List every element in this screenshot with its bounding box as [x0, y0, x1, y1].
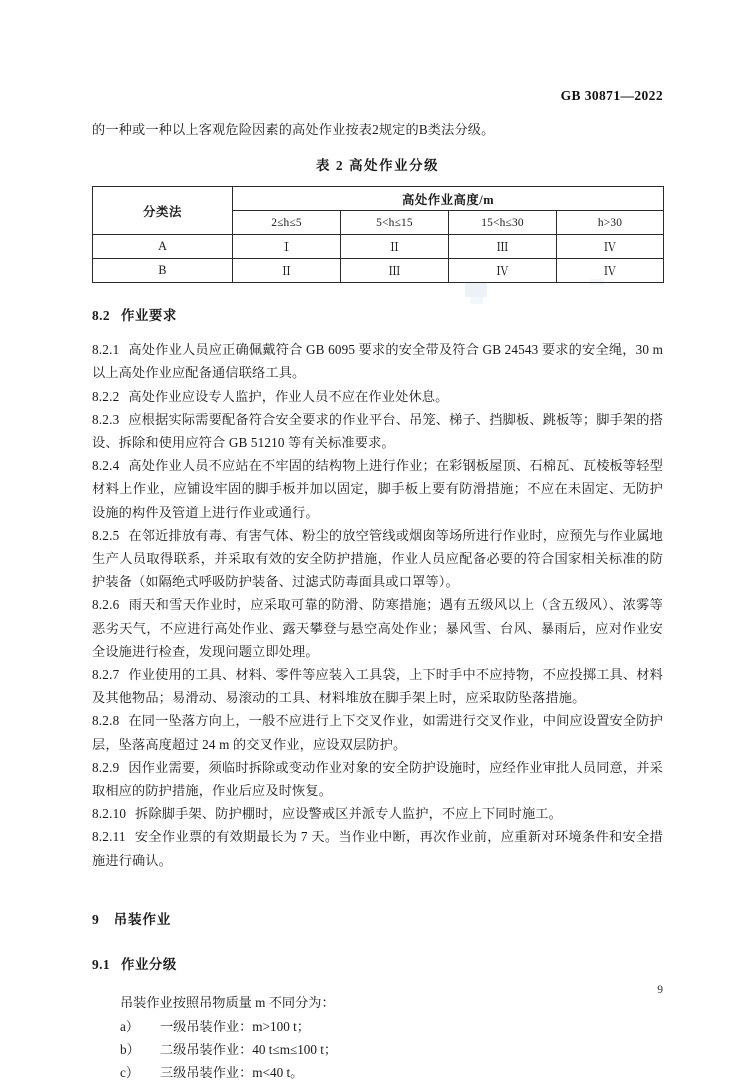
table-cell-grade: Ⅳ: [557, 259, 664, 283]
table-2-block: [92, 155, 663, 283]
table-row: [93, 235, 664, 259]
clause-paragraph: [92, 338, 663, 384]
section-9-1-heading: [92, 954, 663, 973]
table-header-range-3: 15<h≤30: [449, 211, 557, 235]
page-content-column: [92, 118, 663, 1084]
table-header-range-4: h>30: [557, 211, 664, 235]
list-item: [120, 1015, 663, 1038]
table-header-height-group: 高处作业高度/m: [233, 187, 664, 211]
list-item: [120, 1038, 663, 1061]
table-cell-method: B: [93, 259, 233, 283]
section-8-2-heading: [92, 305, 663, 324]
clause-text: 在同一坠落方向上，一般不应进行上下交叉作业，如需进行交叉作业，中间应设置安全防护层，坠落高度超过 24 m 的交叉作业，应设双层防护。: [92, 713, 663, 752]
clause-text: 因作业需要，须临时拆除或变动作业对象的安全防护设施时，应经作业审批人员同意，并采取相应的防护措施，作业后应及时恢复。: [92, 759, 663, 799]
clause-number: 8.2.3: [92, 411, 120, 427]
section-9-heading: [92, 908, 663, 928]
section-9-number: 9: [92, 911, 100, 927]
clause-text: 安全作业票的有效期最长为 7 天。当作业中断，再次作业前，应重新对环境条件和安全措施进行确认。: [92, 829, 663, 868]
clause-number: 8.2.4: [92, 458, 120, 474]
table-header-range-1: 2≤h≤5: [233, 211, 341, 235]
table-cell-grade: Ⅳ: [557, 235, 664, 259]
section-9-title: 吊装作业: [113, 911, 172, 927]
clause-number: 8.2.5: [92, 527, 120, 543]
hoisting-grade-list: [92, 1015, 663, 1084]
list-item: [120, 1061, 663, 1084]
list-item-marker: a）: [120, 1019, 140, 1035]
clause-number: 8.2.8: [92, 713, 120, 729]
list-item-label: 三级吊装作业：m<40 t。: [160, 1065, 304, 1081]
list-item-label: 二级吊装作业：40 t≤m≤100 t；: [160, 1042, 338, 1058]
section-9-1-title: 作业分级: [120, 956, 177, 972]
clause-number: 8.2.1: [92, 342, 120, 358]
section-8-2-title: 作业要求: [120, 308, 177, 324]
table-header-row-top: [93, 187, 664, 211]
section-8-2-clause-list: [92, 338, 663, 872]
clause-text: 高处作业人员应正确佩戴符合 GB 6095 要求的安全带及符合 GB 24543 要求的安全绳，30 m 以上高处作业应配备通信联络工具。: [92, 342, 663, 381]
clause-text: 高处作业人员不应站在不牢固的结构物上进行作业；在彩钢板屋顶、石棉瓦、瓦棱板等轻型材料上作业，应铺设牢固的脚手板并加以固定，脚手板上要有防滑措施；不应在未固定、无防护设施的构件及管道上进行作业或通行。: [92, 458, 663, 520]
page-number: 9: [657, 984, 663, 996]
section-8-2: [92, 305, 663, 872]
hoisting-lead-text: 吊装作业按照吊物质量 m 不同分为：: [120, 994, 335, 1010]
clause-text: 雨天和雪天作业时，应采取可靠的防滑、防寒措施；遇有五级风以上（含五级风）、浓雾等恶劣天气，不应进行高处作业、露天攀登与悬空高处作业；暴风雪、台风、暴雨后，应对作业安全设施进行检查，发现问题立即处理。: [92, 597, 663, 659]
table-cell-grade: Ⅲ: [449, 235, 557, 259]
list-item-marker: b）: [120, 1042, 140, 1058]
page-header-standard-code: GB 30871—2022: [560, 88, 663, 103]
section-9-1: [92, 954, 663, 1084]
clause-paragraph: [92, 663, 663, 709]
table-cell-grade: Ⅰ: [233, 235, 341, 259]
list-item-marker: c）: [120, 1065, 140, 1081]
list-item-label: 一级吊装作业：m>100 t；: [160, 1019, 310, 1035]
clause-paragraph: [92, 756, 663, 802]
table-cell-grade: Ⅲ: [341, 259, 449, 283]
high-work-grading-table: [92, 186, 664, 283]
clause-paragraph: [92, 524, 663, 594]
clause-text: 高处作业应设专人监护，作业人员不应在作业处休息。: [128, 388, 449, 404]
table-cell-method: A: [93, 235, 233, 259]
clause-paragraph: [92, 454, 663, 524]
section-9-1-number: 9.1: [92, 956, 110, 972]
table-row: [93, 259, 664, 283]
clause-text: 拆除脚手架、防护棚时，应设警戒区并派专人监护，不应上下同时施工。: [135, 806, 562, 822]
clause-number: 8.2.10: [92, 806, 127, 822]
clause-number: 8.2.11: [92, 829, 126, 845]
clause-paragraph: [92, 593, 663, 663]
clause-paragraph: [92, 408, 663, 454]
table-cell-grade: Ⅱ: [233, 259, 341, 283]
clause-paragraph: [92, 802, 663, 825]
table-caption: 表 2 高处作业分级: [315, 158, 440, 174]
table-header-classification-method: 分类法: [93, 187, 233, 235]
table-cell-grade: Ⅳ: [449, 259, 557, 283]
clause-text: 作业使用的工具、材料、零件等应装入工具袋，上下时手中不应持物，不应投掷工具、材料及其他物品；易滑动、易滚动的工具、材料堆放在脚手架上时，应采取防坠落措施。: [92, 667, 663, 706]
clause-number: 8.2.7: [92, 667, 120, 683]
lead-paragraph: 的一种或一种以上客观危险因素的高处作业按表2规定的B类法分级。: [92, 122, 495, 137]
table-cell-grade: Ⅱ: [341, 235, 449, 259]
clause-number: 8.2.6: [92, 597, 120, 613]
clause-paragraph: [92, 825, 663, 871]
clause-number: 8.2.2: [92, 388, 120, 404]
clause-number: 8.2.9: [92, 759, 120, 775]
clause-text: 应根据实际需要配备符合安全要求的作业平台、吊笼、梯子、挡脚板、跳板等；脚手架的搭设、拆除和使用应符合 GB 51210 等有关标准要求。: [92, 411, 663, 451]
clause-paragraph: [92, 709, 663, 755]
clause-paragraph: [92, 385, 663, 408]
table-header-range-2: 5<h≤15: [341, 211, 449, 235]
section-8-2-number: 8.2: [92, 308, 110, 324]
clause-text: 在邻近排放有毒、有害气体、粉尘的放空管线或烟囱等场所进行作业时，应预先与作业属地生产人员取得联系，并采取有效的安全防护措施，作业人员应配备必要的符合国家相关标准的防护装备（如隔绝式呼吸防护装备、过滤式防毒面具或口罩等）。: [92, 527, 663, 590]
hoisting-grading-block: [92, 991, 663, 1084]
